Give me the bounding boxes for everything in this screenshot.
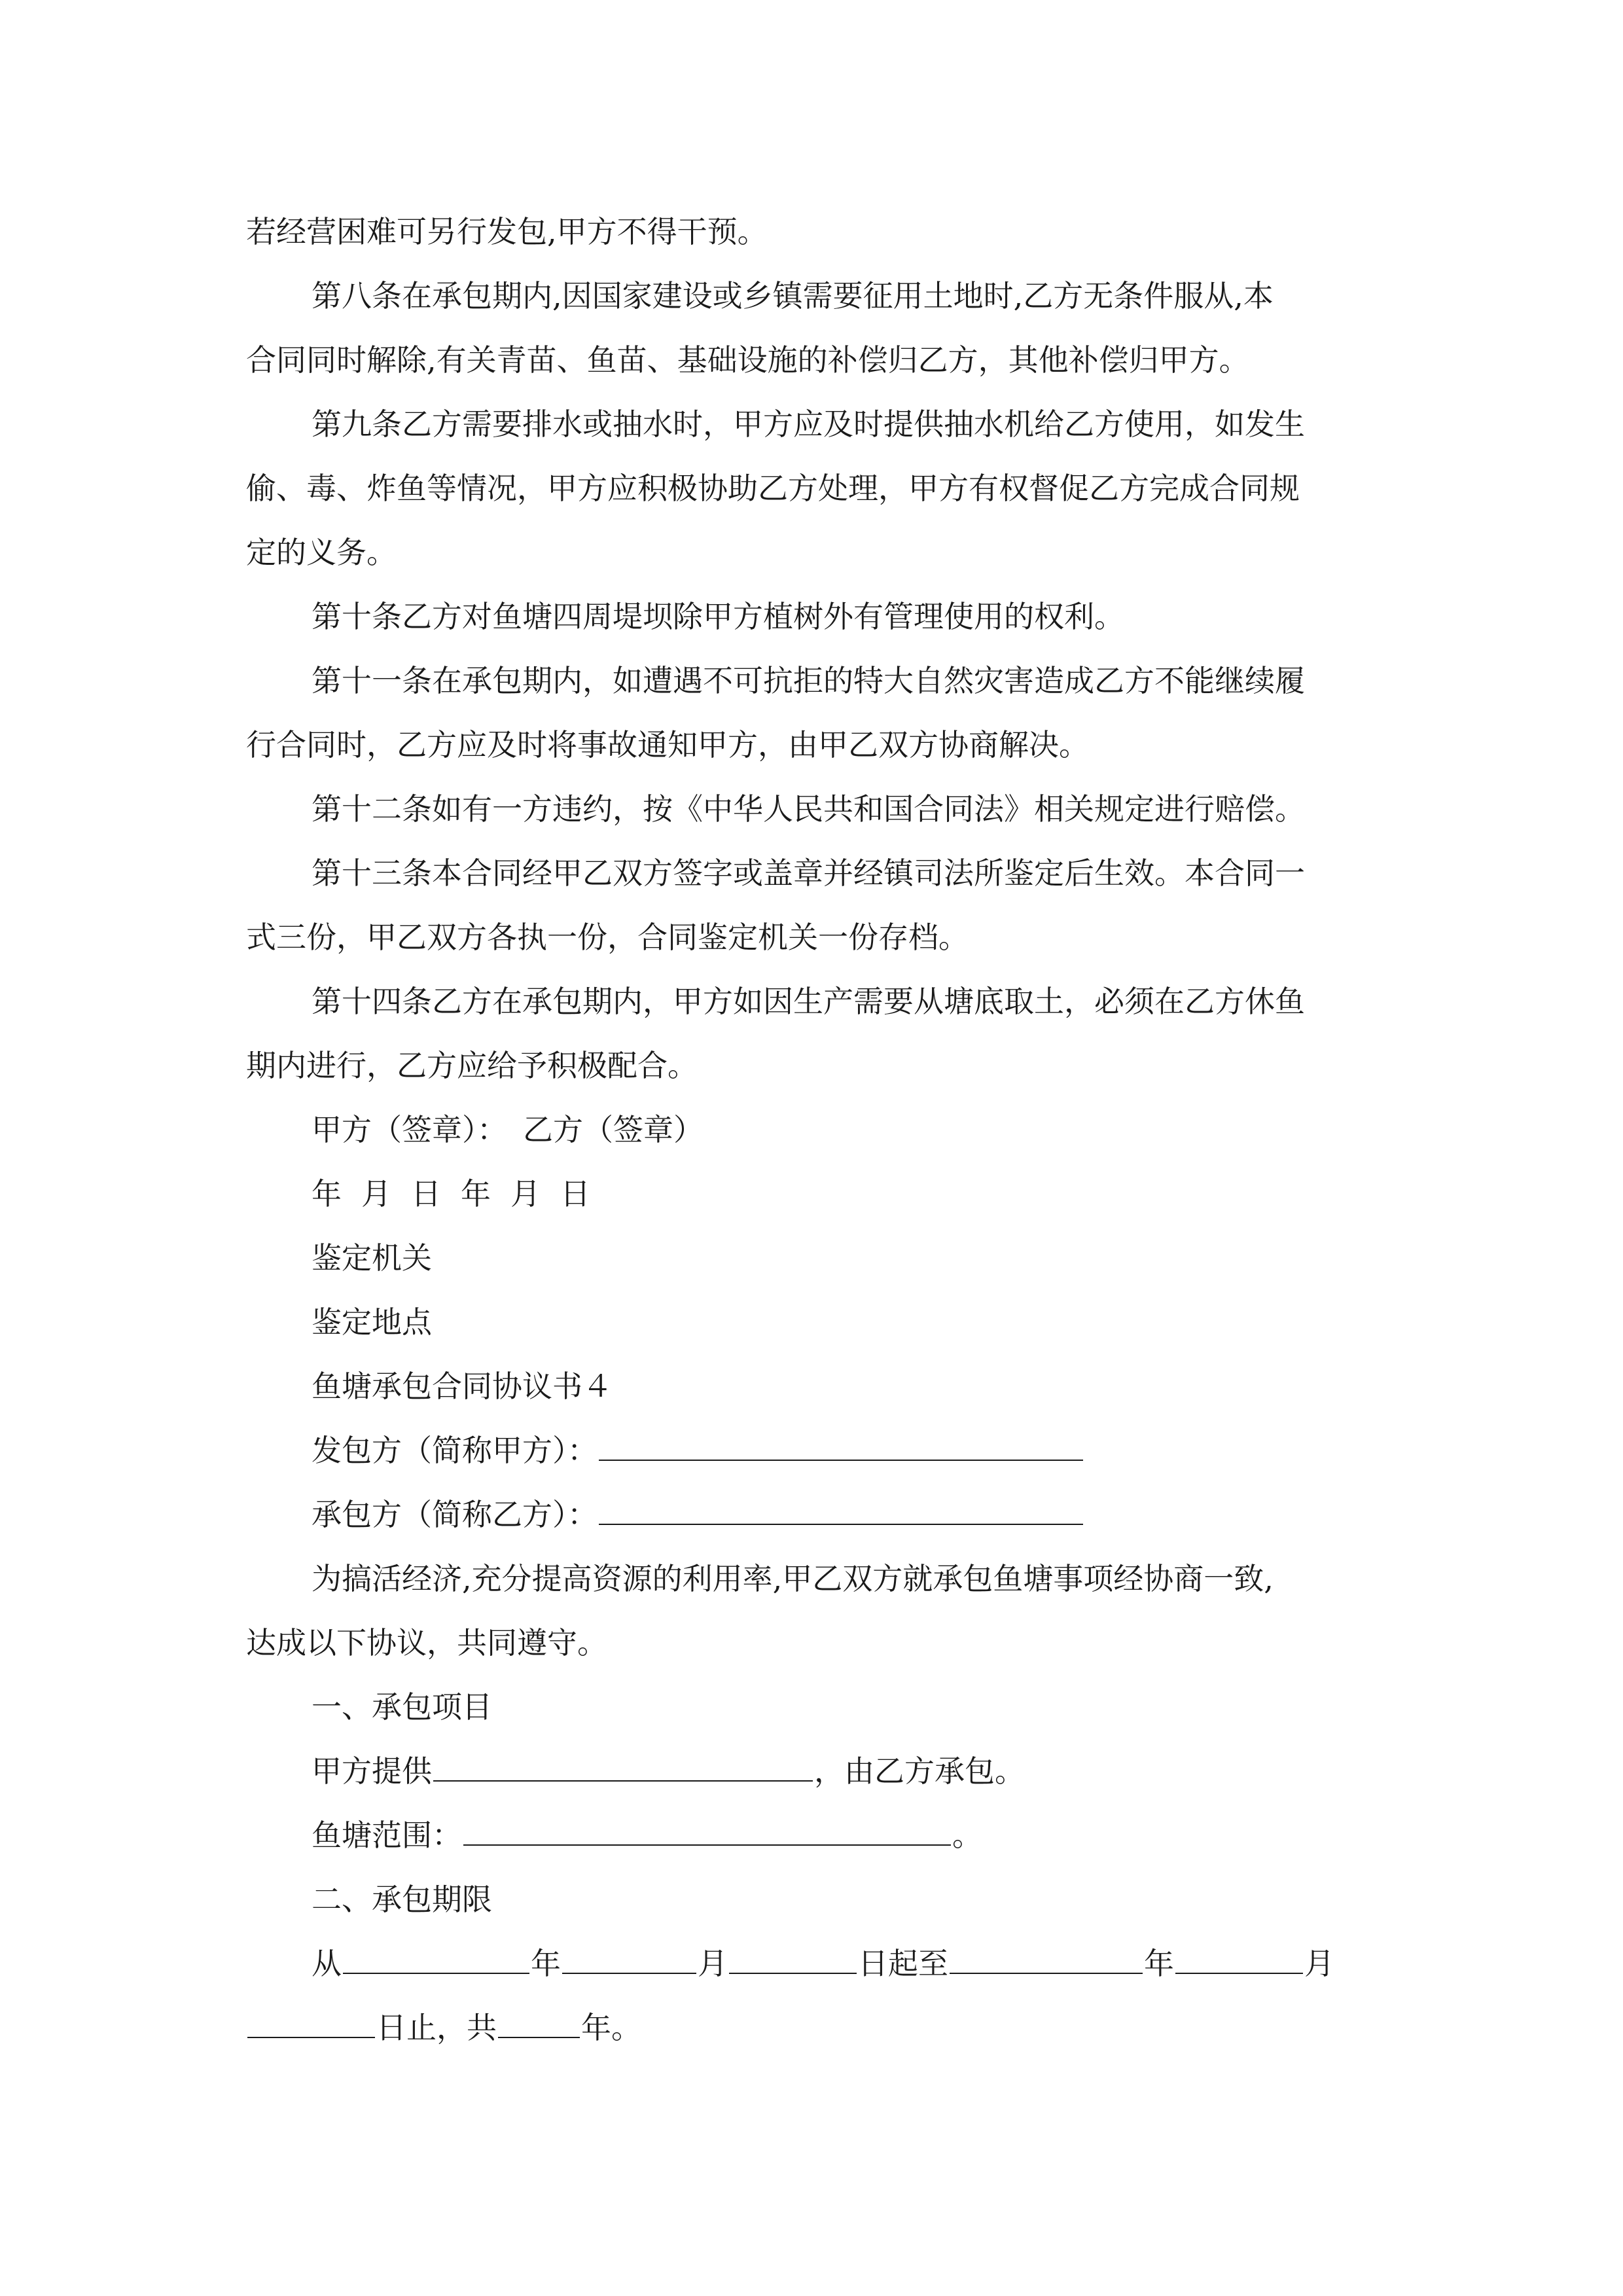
authority-label: 鉴定机关 bbox=[312, 1240, 432, 1276]
day-start-label: 日起至 bbox=[858, 1946, 948, 1981]
article-14-line: 第十四条乙方在承包期内，甲方如因生产需要从塘底取土，必须在乙方休鱼 bbox=[312, 984, 1305, 1019]
date-month-a: 月 bbox=[361, 1176, 391, 1211]
article-12-line: 第十二条如有一方违约，按《中华人民共和国合同法》相关规定进行赔偿。 bbox=[312, 791, 1305, 827]
intro-line: 为搞活经济,充分提高资源的利用率,甲乙双方就承包鱼塘事项经协商一致, bbox=[312, 1561, 1274, 1596]
signature-date-line bbox=[246, 1162, 1382, 1226]
date-year-a: 年 bbox=[312, 1176, 342, 1211]
section-2-title: 二、承包期限 bbox=[312, 1882, 492, 1917]
article-11-line: 第十一条在承包期内，如遭遇不可抗拒的特大自然灾害造成乙方不能继续履 bbox=[312, 663, 1305, 698]
party-a-field-line bbox=[246, 1418, 1382, 1482]
contract-4-title: 鱼塘承包合同协议书４ bbox=[312, 1369, 613, 1404]
provide-line bbox=[246, 1739, 1382, 1803]
paragraph-line: 行合同时，乙方应及时将事故通知甲方，由甲乙双方协商解决。 bbox=[246, 727, 1089, 762]
party-a-field-label: 发包方（简称甲方）： bbox=[312, 1433, 597, 1468]
provide-suffix: ，由乙方承包。 bbox=[814, 1753, 1025, 1789]
scope-label: 鱼塘范围： bbox=[312, 1818, 462, 1853]
year-label: 年 bbox=[531, 1946, 561, 1981]
end-year-blank[interactable] bbox=[950, 1953, 1143, 1974]
start-day-blank[interactable] bbox=[729, 1953, 857, 1974]
party-b-signature-label: 乙方（签章） bbox=[523, 1112, 704, 1147]
end-day-blank[interactable] bbox=[247, 2017, 375, 2038]
signature-line bbox=[246, 1098, 1382, 1162]
provide-blank[interactable] bbox=[433, 1761, 813, 1782]
day-end-label: 日止，共 bbox=[376, 2010, 497, 2045]
party-b-field-line bbox=[246, 1482, 1382, 1547]
paragraph-line: 若经营困难可另行发包,甲方不得干预。 bbox=[246, 214, 768, 249]
paragraph-line: 期内进行，乙方应给予积极配合。 bbox=[246, 1048, 698, 1083]
article-9-line: 第九条乙方需要排水或抽水时，甲方应及时提供抽水机给乙方使用，如发生 bbox=[312, 406, 1305, 442]
section-1-title: 一、承包项目 bbox=[312, 1689, 492, 1725]
month-label: 月 bbox=[698, 1946, 728, 1981]
years-end-label: 年。 bbox=[581, 2010, 641, 2045]
end-month-blank[interactable] bbox=[1175, 1953, 1303, 1974]
month-label: 月 bbox=[1304, 1946, 1334, 1981]
document-body bbox=[246, 200, 1382, 2060]
party-b-field-label: 承包方（简称乙方）： bbox=[312, 1497, 597, 1532]
party-a-signature-label: 甲方（签章）： bbox=[312, 1112, 507, 1147]
article-10-line: 第十条乙方对鱼塘四周堤坝除甲方植树外有管理使用的权利。 bbox=[312, 599, 1124, 634]
article-13-line: 第十三条本合同经甲乙双方签字或盖章并经镇司法所鉴定后生效。本合同一 bbox=[312, 855, 1305, 891]
party-a-blank[interactable] bbox=[599, 1440, 1083, 1461]
scope-blank[interactable] bbox=[463, 1825, 951, 1846]
intro-line: 达成以下协议，共同遵守。 bbox=[246, 1625, 607, 1660]
date-day-a: 日 bbox=[411, 1176, 441, 1211]
party-b-blank[interactable] bbox=[599, 1504, 1083, 1525]
term-end-line bbox=[246, 1996, 1382, 2060]
paragraph-line: 偷、毒、炸鱼等情况，甲方应积极协助乙方处理，甲方有权督促乙方完成合同规 bbox=[246, 471, 1300, 506]
term-line bbox=[246, 1931, 1382, 1996]
scope-line bbox=[246, 1803, 1382, 1867]
scope-end: 。 bbox=[952, 1818, 982, 1853]
start-year-blank[interactable] bbox=[343, 1953, 529, 1974]
paragraph-line: 合同同时解除,有关青苗、鱼苗、基础设施的补偿归乙方，其他补偿归甲方。 bbox=[246, 342, 1249, 378]
years-total-blank[interactable] bbox=[498, 2017, 580, 2038]
date-month-b: 月 bbox=[510, 1176, 541, 1211]
date-year-b: 年 bbox=[461, 1176, 491, 1211]
paragraph-line: 式三份，甲乙双方各执一份，合同鉴定机关一份存档。 bbox=[246, 920, 969, 955]
year-label: 年 bbox=[1144, 1946, 1174, 1981]
from-label: 从 bbox=[312, 1946, 342, 1981]
date-day-b: 日 bbox=[560, 1176, 590, 1211]
article-8-line: 第八条在承包期内,因国家建设或乡镇需要征用土地时,乙方无条件服从,本 bbox=[312, 278, 1274, 314]
start-month-blank[interactable] bbox=[562, 1953, 696, 1974]
paragraph-line: 定的义务。 bbox=[246, 535, 397, 570]
location-label: 鉴定地点 bbox=[312, 1304, 432, 1340]
provide-prefix: 甲方提供 bbox=[312, 1753, 432, 1789]
